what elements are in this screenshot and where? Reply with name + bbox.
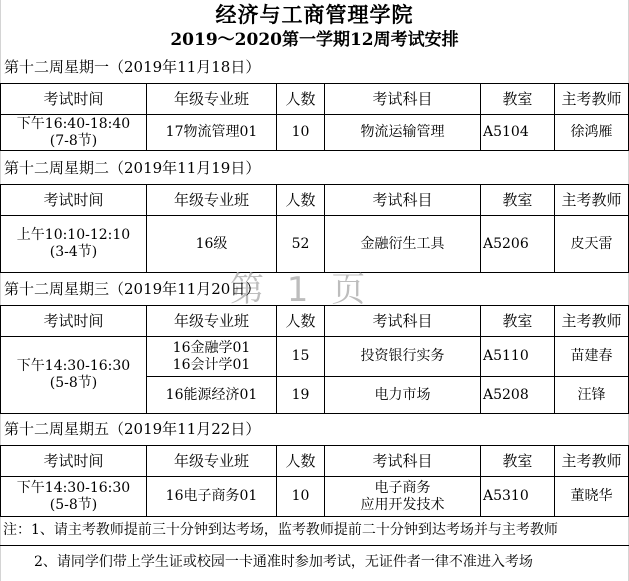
header-count: 人数 xyxy=(277,306,325,337)
header-teacher: 主考教师 xyxy=(555,84,629,115)
schedule-table-wednesday xyxy=(0,305,629,414)
count-cell: 15 xyxy=(277,337,325,377)
exam-time-cell xyxy=(1,337,147,414)
count-cell: 19 xyxy=(277,377,325,414)
header-subject: 考试科目 xyxy=(325,185,481,216)
table-row xyxy=(1,337,629,377)
page-subtitle: 2019～2020第一学期12周考试安排 xyxy=(170,30,459,50)
section-heading-tuesday: 第十二周星期二（2019年11月19日） xyxy=(4,159,261,177)
header-class: 年级专业班 xyxy=(147,185,277,216)
header-subject: 考试科目 xyxy=(325,446,481,477)
section-heading-monday: 第十二周星期一（2019年11月18日） xyxy=(4,58,261,76)
exam-time-cell xyxy=(1,216,147,273)
subject-cell: 金融衍生工具 xyxy=(325,216,481,273)
teacher-cell: 皮天雷 xyxy=(555,216,629,273)
room-cell: A5206 xyxy=(481,216,555,273)
note-line-1: 注：1、请主考教师提前三十分钟到达考场，监考教师提前二十分钟到达考场并与主考教师 xyxy=(3,522,558,538)
exam-time-cell xyxy=(1,477,147,517)
header-row xyxy=(1,306,629,337)
table-row xyxy=(1,115,629,151)
header-subject: 考试科目 xyxy=(325,306,481,337)
room-cell: A5110 xyxy=(481,337,555,377)
header-class: 年级专业班 xyxy=(147,446,277,477)
exam-time: 下午14:30-16:30 xyxy=(16,479,131,496)
page-title: 经济与工商管理学院 xyxy=(215,2,414,27)
header-time: 考试时间 xyxy=(1,84,147,115)
note-line-2: 2、请同学们带上学生证或校园一卡通准时参加考试，无证件者一律不准进入考场 xyxy=(34,554,533,570)
class-cell xyxy=(147,337,277,377)
header-subject: 考试科目 xyxy=(325,84,481,115)
schedule-table-monday xyxy=(0,83,629,151)
exam-period: (5-8节) xyxy=(49,496,98,513)
class-cell: 16级 xyxy=(147,216,277,273)
class-cell: 17物流管理01 xyxy=(147,115,277,151)
class-line: 16会计学01 xyxy=(172,356,251,373)
header-count: 人数 xyxy=(277,446,325,477)
header-time: 考试时间 xyxy=(1,306,147,337)
header-time: 考试时间 xyxy=(1,185,147,216)
class-cell: 16电子商务01 xyxy=(147,477,277,517)
teacher-cell: 苗建春 xyxy=(555,337,629,377)
section-heading-wednesday: 第十二周星期三（2019年11月20日） xyxy=(4,280,261,298)
page-number-watermark: 第 1 页 xyxy=(230,270,372,310)
teacher-cell: 汪锋 xyxy=(555,377,629,414)
subject-cell: 电力市场 xyxy=(325,377,481,414)
header-row xyxy=(1,84,629,115)
exam-time: 上午10:10-12:10 xyxy=(16,227,131,243)
header-teacher: 主考教师 xyxy=(555,185,629,216)
subject-line: 应用开发技术 xyxy=(360,496,445,513)
subject-line: 电子商务 xyxy=(374,479,431,496)
exam-time: 下午16:40-18:40 xyxy=(16,115,131,132)
note-divider xyxy=(0,545,629,546)
table-row xyxy=(1,477,629,517)
header-teacher: 主考教师 xyxy=(555,446,629,477)
room-cell: A5310 xyxy=(481,477,555,517)
exam-period: (3-4节) xyxy=(49,244,98,260)
exam-time-cell xyxy=(1,115,147,151)
count-cell: 52 xyxy=(277,216,325,273)
header-time: 考试时间 xyxy=(1,446,147,477)
exam-period: (5-8节) xyxy=(49,375,98,391)
header-row xyxy=(1,446,629,477)
header-count: 人数 xyxy=(277,185,325,216)
header-teacher: 主考教师 xyxy=(555,306,629,337)
exam-period: (7-8节) xyxy=(49,132,98,149)
header-room: 教室 xyxy=(481,185,555,216)
subject-cell: 投资银行实务 xyxy=(325,337,481,377)
header-row xyxy=(1,185,629,216)
header-class: 年级专业班 xyxy=(147,84,277,115)
header-room: 教室 xyxy=(481,446,555,477)
subject-cell xyxy=(325,477,481,517)
header-class: 年级专业班 xyxy=(147,306,277,337)
class-cell: 16能源经济01 xyxy=(147,377,277,414)
subject-cell: 物流运输管理 xyxy=(325,115,481,151)
class-line: 16金融学01 xyxy=(172,339,251,356)
count-cell: 10 xyxy=(277,115,325,151)
header-count: 人数 xyxy=(277,84,325,115)
room-cell: A5104 xyxy=(481,115,555,151)
header-room: 教室 xyxy=(481,84,555,115)
room-cell: A5208 xyxy=(481,377,555,414)
section-heading-friday: 第十二周星期五（2019年11月22日） xyxy=(4,420,261,438)
schedule-table-friday xyxy=(0,445,629,517)
teacher-cell: 徐鸿雁 xyxy=(555,115,629,151)
teacher-cell: 董晓华 xyxy=(555,477,629,517)
header-room: 教室 xyxy=(481,306,555,337)
count-cell: 10 xyxy=(277,477,325,517)
exam-time: 下午14:30-16:30 xyxy=(16,358,131,374)
schedule-table-tuesday xyxy=(0,184,629,273)
